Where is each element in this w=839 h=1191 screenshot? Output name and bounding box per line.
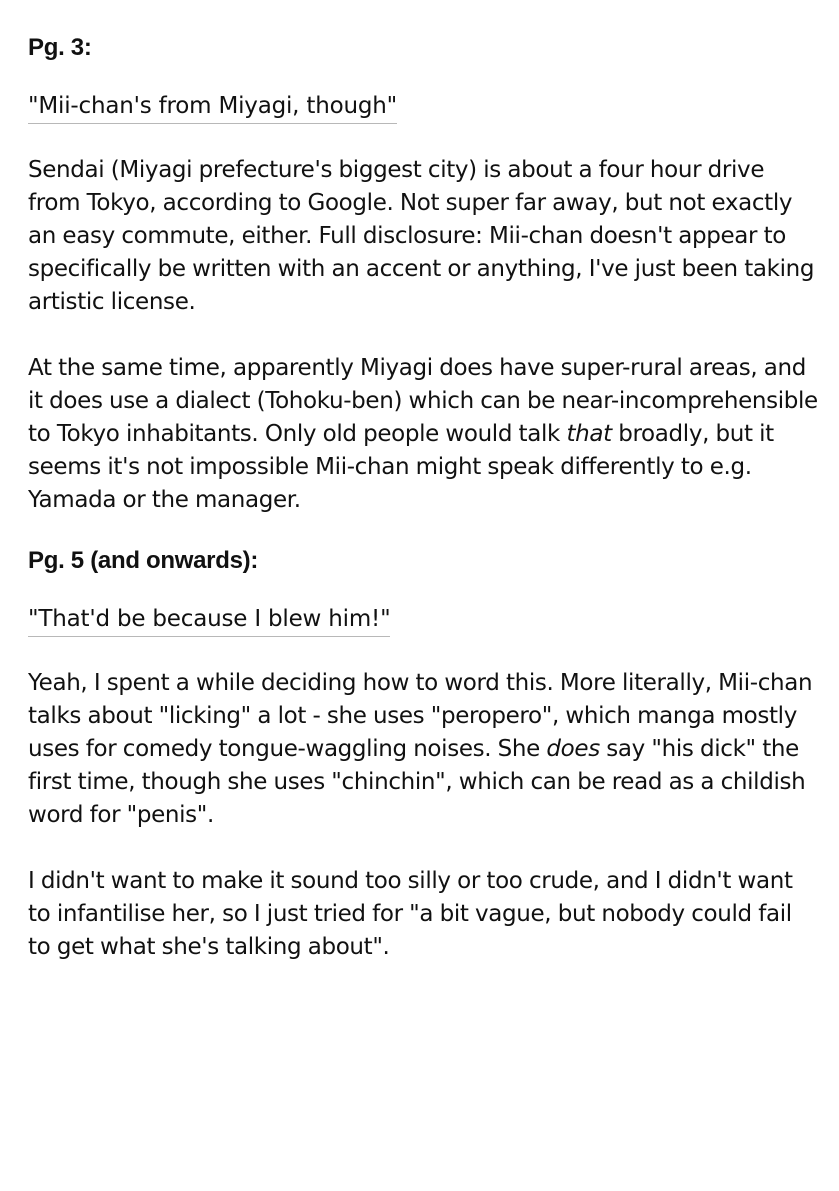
note-paragraph: I didn't want to make it sound too silly or too crude, and I didn't want to infantilise her, so I just tried for "a bit vague, but nobody could fail to get what she's talking about". [28, 868, 793, 960]
paragraph-text: broadly, but it seems it's not impossible Mii-chan might speak differently to e.g. Yamada or the manager. [28, 421, 774, 513]
emphasis-text: does [546, 736, 600, 762]
translation-notes-page [28, 26, 818, 964]
note-paragraph [28, 667, 818, 832]
section-heading: Pg. 5 (and onwards): [28, 547, 259, 574]
paragraph-text: Yeah, I spent a while deciding how to word this. More literally, Mii-chan talks about "licking" a lot - she uses "peropero", which manga mostly uses for comedy tongue-waggling noises. She [28, 670, 813, 762]
quoted-line: "Mii-chan's from Miyagi, though" [28, 90, 397, 124]
note-paragraph [28, 352, 818, 517]
section-heading: Pg. 3: [28, 34, 92, 61]
section-pg5 [28, 539, 818, 964]
quoted-line: "That'd be because I blew him!" [28, 603, 390, 637]
emphasis-text: that [566, 421, 612, 447]
note-paragraph: Sendai (Miyagi prefecture's biggest city) is about a four hour drive from Tokyo, according to Google. Not super far away, but not exactly an easy commute, either. Full disclosure: Mii-chan doesn't appear to specifically be written with an accent or anything, I've just been taking artistic license. [28, 157, 815, 315]
section-pg3 [28, 26, 818, 517]
paragraph-text: At the same time, apparently Miyagi does have super-rural areas, and it does use a dialect (Tohoku-ben) which can be near-incomprehensible to Tokyo inhabitants. Only old people would talk [28, 355, 818, 447]
paragraph-text: say "his dick" the first time, though she uses "chinchin", which can be read as a childish word for "penis". [28, 736, 806, 828]
